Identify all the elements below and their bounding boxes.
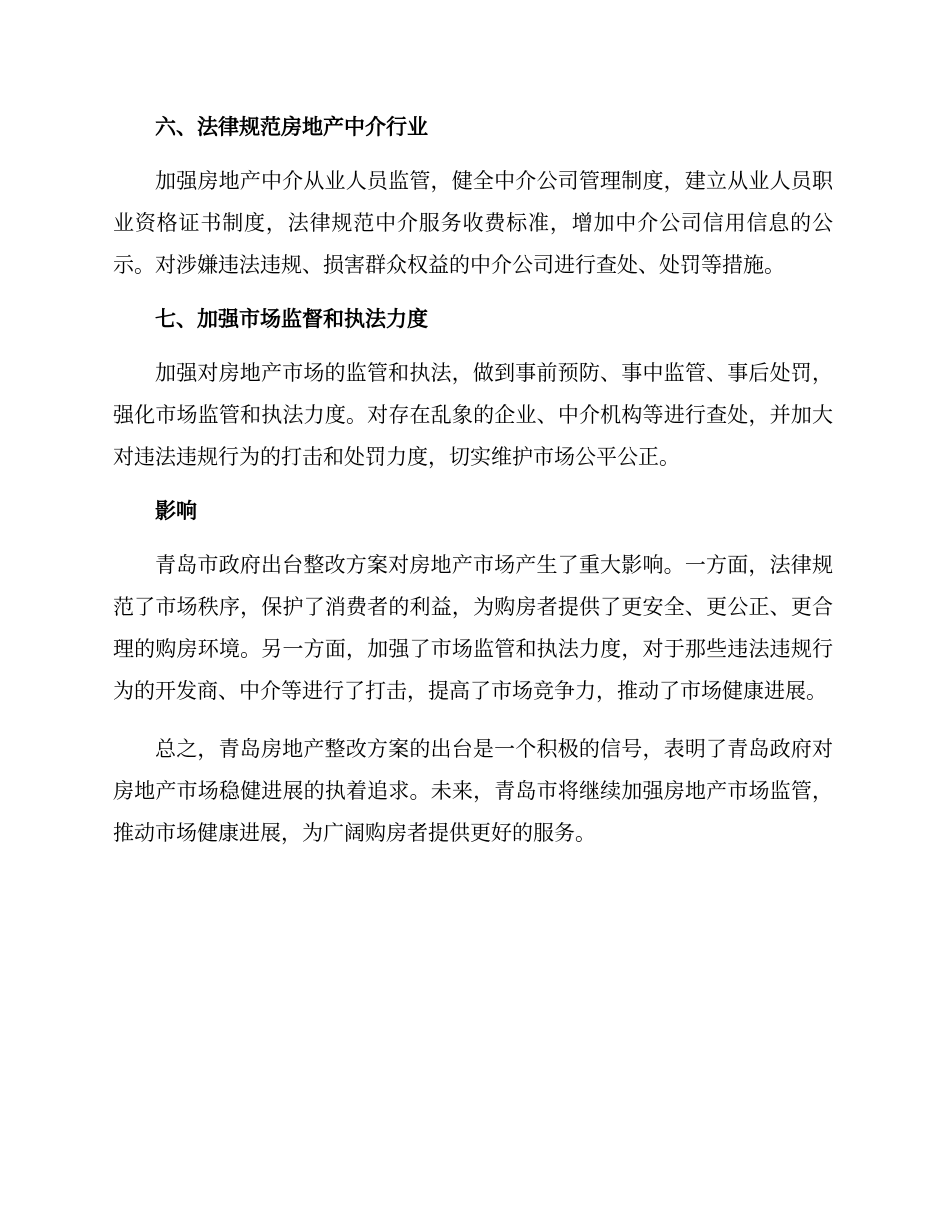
section-heading-6: 六、法律规范房地产中介行业 <box>155 115 428 139</box>
conclusion-paragraph: 总之，青岛房地产整改方案的出台是一个积极的信号，表明了青岛政府对房地产市场稳健进展的执着追求。未来，青岛市将继续加强房地产市场监管，推动市场健康进展，为广阔购房者提供更好的服务。 <box>113 737 833 845</box>
body-paragraph: 加强对房地产市场的监管和执法，做到事前预防、事中监管、事后处罚，强化市场监管和执法力度。对存在乱象的企业、中介机构等进行查处，并加大对违法违规行为的打击和处罚力度，切实维护市场公平公正。 <box>113 361 833 469</box>
section-heading-7: 七、加强市场监督和执法力度 <box>155 307 428 331</box>
body-paragraph: 加强房地产中介从业人员监管，健全中介公司管理制度，建立从业人员职业资格证书制度，法律规范中介服务收费标准，增加中介公司信用信息的公示。对涉嫌违法违规、损害群众权益的中介公司进行查处、处罚等措施。 <box>113 169 833 277</box>
section-heading-impact: 影响 <box>155 499 197 523</box>
document-body <box>113 110 833 870</box>
body-paragraph: 青岛市政府出台整改方案对房地产市场产生了重大影响。一方面，法律规范了市场秩序，保护了消费者的利益，为购房者提供了更安全、更公正、更合理的购房环境。另一方面，加强了市场监管和执法力度，对于那些违法违规行为的开发商、中介等进行了打击，提高了市场竞争力，推动了市场健康进展。 <box>113 553 833 703</box>
